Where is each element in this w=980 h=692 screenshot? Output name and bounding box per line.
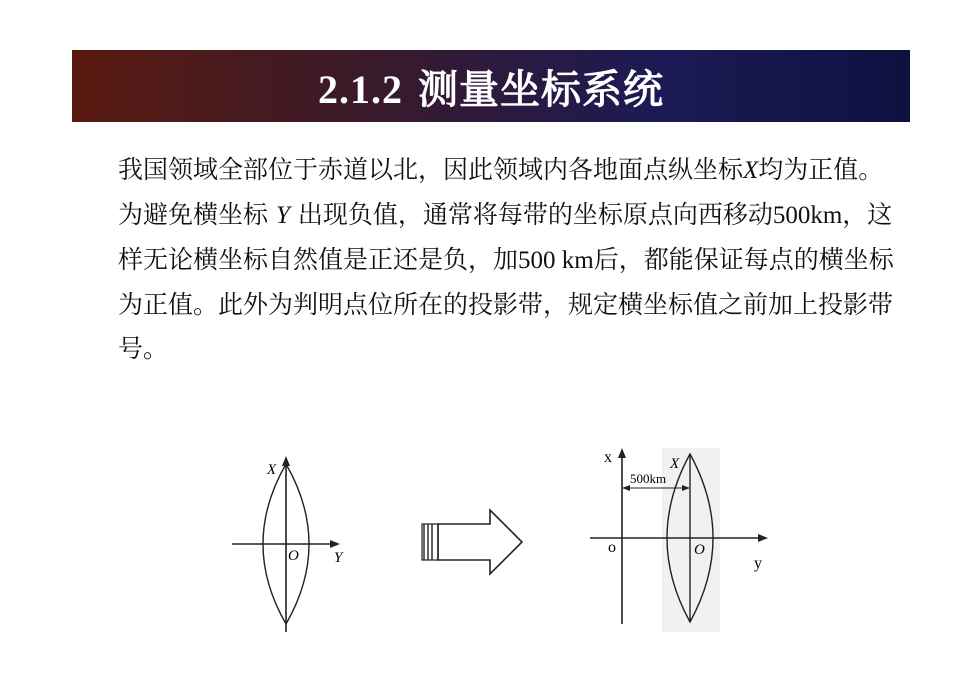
- right-y-axis-label: y: [754, 555, 762, 572]
- paragraph-2-part-1: 为避免横坐标: [118, 200, 269, 229]
- paragraph-1-part-1: 我国领域全部位于赤道以北，因此领域内各地面点纵坐标: [118, 155, 744, 184]
- figure-left: [226, 452, 356, 637]
- paragraph-1-variable: X: [743, 157, 759, 184]
- right-figure-shading: [662, 448, 720, 632]
- shift-arrow-icon: [438, 510, 522, 574]
- paragraph-2-part-4: 后，都能保证每点的横坐标为正值。此外为判明点位所在的投影带，规定横坐标值之前加上投影带号。: [118, 245, 894, 363]
- title-bar: [72, 50, 910, 122]
- offset-label: 500km: [630, 471, 667, 486]
- paragraph-2: [80, 193, 900, 371]
- paragraph-1: [80, 148, 900, 193]
- left-y-arrow: [330, 540, 340, 548]
- left-o-label: O: [288, 548, 299, 564]
- arrow-figure: [418, 506, 528, 578]
- left-y-label: Y: [334, 550, 343, 566]
- right-x-label: X: [670, 456, 680, 472]
- left-x-label: X: [267, 462, 277, 478]
- paragraph-2-part-3: ，这样无论横坐标自然值是正还是负，加: [118, 200, 893, 274]
- right-x-arrow: [618, 448, 626, 458]
- paragraph-2-variable: Y: [275, 202, 290, 229]
- paragraph-2-distance-1: 500km: [772, 202, 843, 229]
- paragraph-1-part-2: 均为正值。: [758, 155, 884, 184]
- title-number: 2.1.2: [318, 66, 404, 112]
- right-x-axis-label: x: [604, 449, 612, 466]
- paragraph-2-part-2: 出现负值，通常将每带的坐标原点向西移动: [297, 200, 773, 229]
- right-o-label: O: [694, 542, 705, 558]
- right-o-axis-label: o: [608, 539, 616, 556]
- offset-arrow-left: [622, 485, 630, 491]
- paragraph-2-distance-2: 500 km: [518, 247, 594, 274]
- body-text: [80, 148, 900, 371]
- right-y-arrow: [758, 534, 768, 542]
- title-label: 测量坐标系统: [417, 66, 664, 113]
- page-title: [318, 58, 664, 115]
- figure-right: [586, 444, 786, 639]
